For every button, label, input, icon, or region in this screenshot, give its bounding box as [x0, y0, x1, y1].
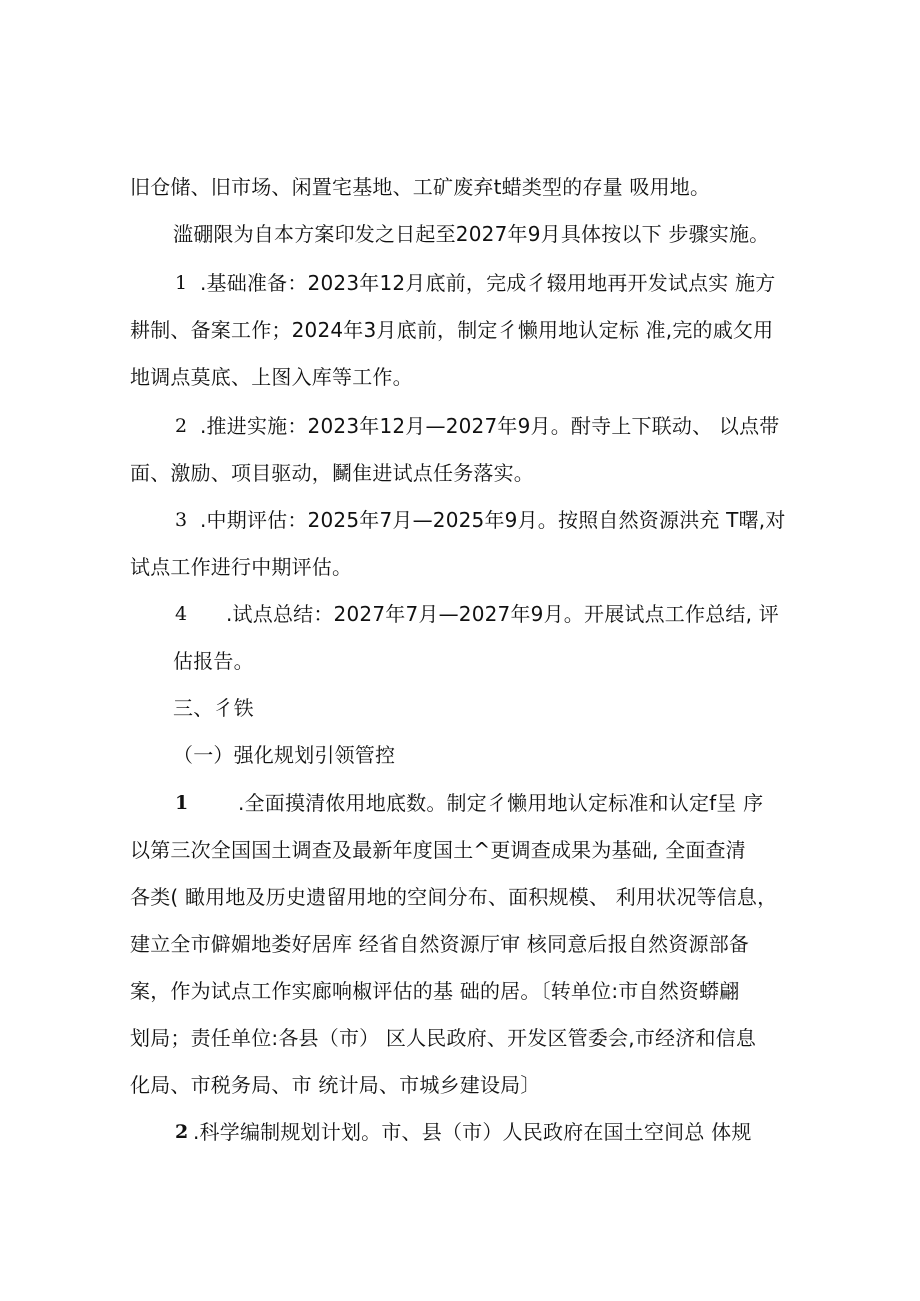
paragraph-line-4: 耕制、备案工作；2024年3月底前，制定彳懒用地认定标 准,完的戚攵用	[130, 318, 774, 342]
paragraph-line-19: .科学编制规划计划。市、县（市）人民政府在国土空间总 体规	[193, 1120, 752, 1144]
paragraph-line-9: 试点工作进行中期评估。	[130, 555, 353, 579]
paragraph-line-14: 各类( 瞰用地及历史遗留用地的空间分布、面积规模、 利用状况等信息，	[130, 885, 778, 909]
paragraph-line-17: 划局；责任单位:各县（市） 区人民政府、开发区管委会,市经济和信息	[130, 1026, 757, 1050]
paragraph-line-1: 旧仓储、旧市场、闲置宅基地、工矿废弃t蜡类型的存量 吸用地。	[130, 175, 711, 199]
step-number-4: 4	[175, 603, 188, 625]
paragraph-line-2: 滥硼限为自本方案印发之日起至2027年9月具体按以下 步骤实施。	[173, 222, 770, 246]
item-number-1: 1	[175, 792, 189, 814]
section-heading: 三、彳铁	[173, 696, 254, 720]
paragraph-line-3: .基础准备：2023年12月底前，完成彳辍用地再开发试点实 施方	[200, 271, 776, 295]
paragraph-line-16: 案，作为试点工作实廊响椒评估的基 础的居。〔转单位:市自然资蟒翩	[130, 979, 740, 1003]
paragraph-line-7: 面、激励、项目驱动，鬭隹进试点任务落实。	[130, 461, 534, 485]
paragraph-line-12: .全面摸清侬用地底数。制定彳懒用地认定标准和认定f呈 序	[238, 791, 764, 815]
subsection-heading: （一）强化规划引领管控	[173, 743, 396, 767]
paragraph-line-15: 建立全市僻媚地娄好居库 经省自然资源厅审 核同意后报自然资源部备	[130, 932, 750, 956]
step-number-3: 3	[175, 509, 188, 531]
paragraph-line-10: .试点总结：2027年7月—2027年9月。开展试点工作总结, 评	[226, 602, 779, 626]
step-number-2: 2	[175, 415, 188, 437]
paragraph-line-13: 以第三次全国国土调查及最新年度国土^更调查成果为基础, 全面查清	[130, 838, 746, 862]
step-number-1: 1	[175, 272, 188, 294]
paragraph-line-18: 化局、市税务局、市 统计局、市城乡建设局〕	[130, 1073, 541, 1097]
paragraph-line-5: 地调点莫底、上图入库等工作。	[130, 365, 413, 389]
item-number-2: 2	[175, 1121, 189, 1143]
paragraph-line-6: .推进实施：2023年12月—2027年9月。酎寺上下联动、 以点带	[200, 414, 780, 438]
paragraph-line-8: .中期评估：2025年7月—2025年9月。按照自然资源洪充 T曙,对	[200, 508, 786, 532]
paragraph-line-11: 估报告。	[173, 649, 254, 673]
